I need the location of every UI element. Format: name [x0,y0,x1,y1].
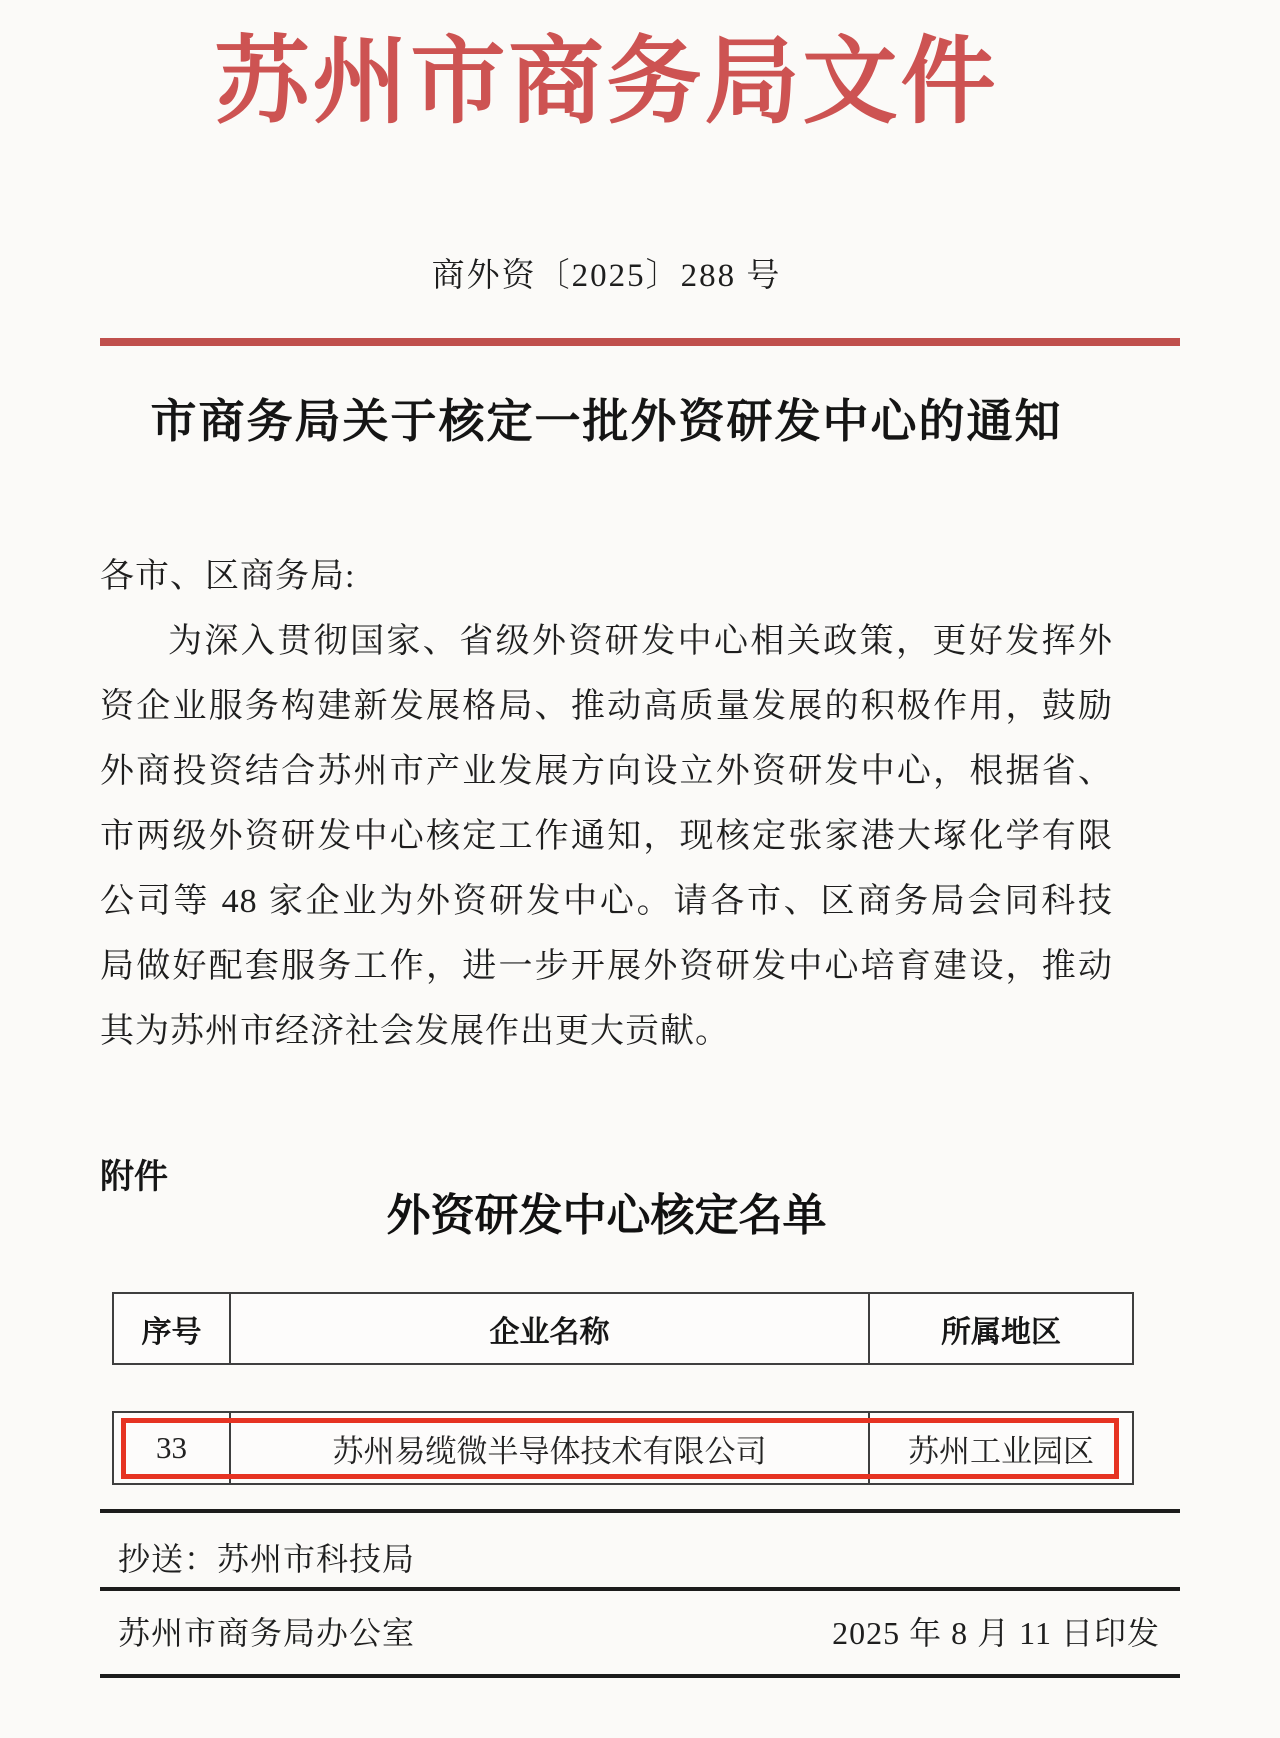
document-title: 市商务局关于核定一批外资研发中心的通知 [150,396,1063,447]
row-cell-region: 苏州工业园区 [908,1433,1094,1469]
attachment-title: 外资研发中心核定名单 [386,1191,827,1240]
body-line: 外商投资结合苏州市产业发展方向设立外资研发中心，根据省、 [100,753,1113,790]
header-cell-region: 所属地区 [941,1315,1061,1349]
row-cell-company: 苏州易缆微半导体技术有限公司 [229,1413,870,1483]
header-cell-company: 企业名称 [229,1294,870,1363]
roster-table-row [112,1411,1134,1485]
body-line: 为深入贯彻国家、省级外资研发中心相关政策，更好发挥外 [168,623,1113,660]
letter-body [100,544,1113,1064]
header-cell-serial: 序号 [141,1315,202,1349]
body-line: 市两级外资研发中心核定工作通知，现核定张家港大塚化学有限 [100,818,1113,855]
body-line: 其为苏州市经济社会发展作出更大贡献。 [100,1013,730,1050]
footer-separator-bottom [100,1674,1180,1678]
print-date: 2025 年 8 月 11 日印发 [832,1615,1160,1651]
body-line: 公司等 48 家企业为外资研发中心。请各市、区商务局会同科技 [100,883,1113,920]
red-divider-line [100,338,1180,346]
document-header-title: 苏州市商务局文件 [214,29,999,135]
cc-line: 抄送：苏州市科技局 [118,1541,416,1577]
attachment-label: 附件 [100,1158,168,1196]
body-line: 资企业服务构建新发展格局、推动高质量发展的积极作用，鼓励 [100,688,1113,725]
issuer-row [100,1591,1180,1674]
issuer-office: 苏州市商务局办公室 [118,1615,416,1651]
body-line: 局做好配套服务工作，进一步开展外资研发中心培育建设，推动 [100,948,1113,985]
row-cell-serial: 33 [156,1430,187,1465]
roster-table-header [112,1292,1134,1365]
document-number: 商外资〔2025〕288 号 [431,258,782,294]
salutation: 各市、区商务局: [100,558,356,595]
